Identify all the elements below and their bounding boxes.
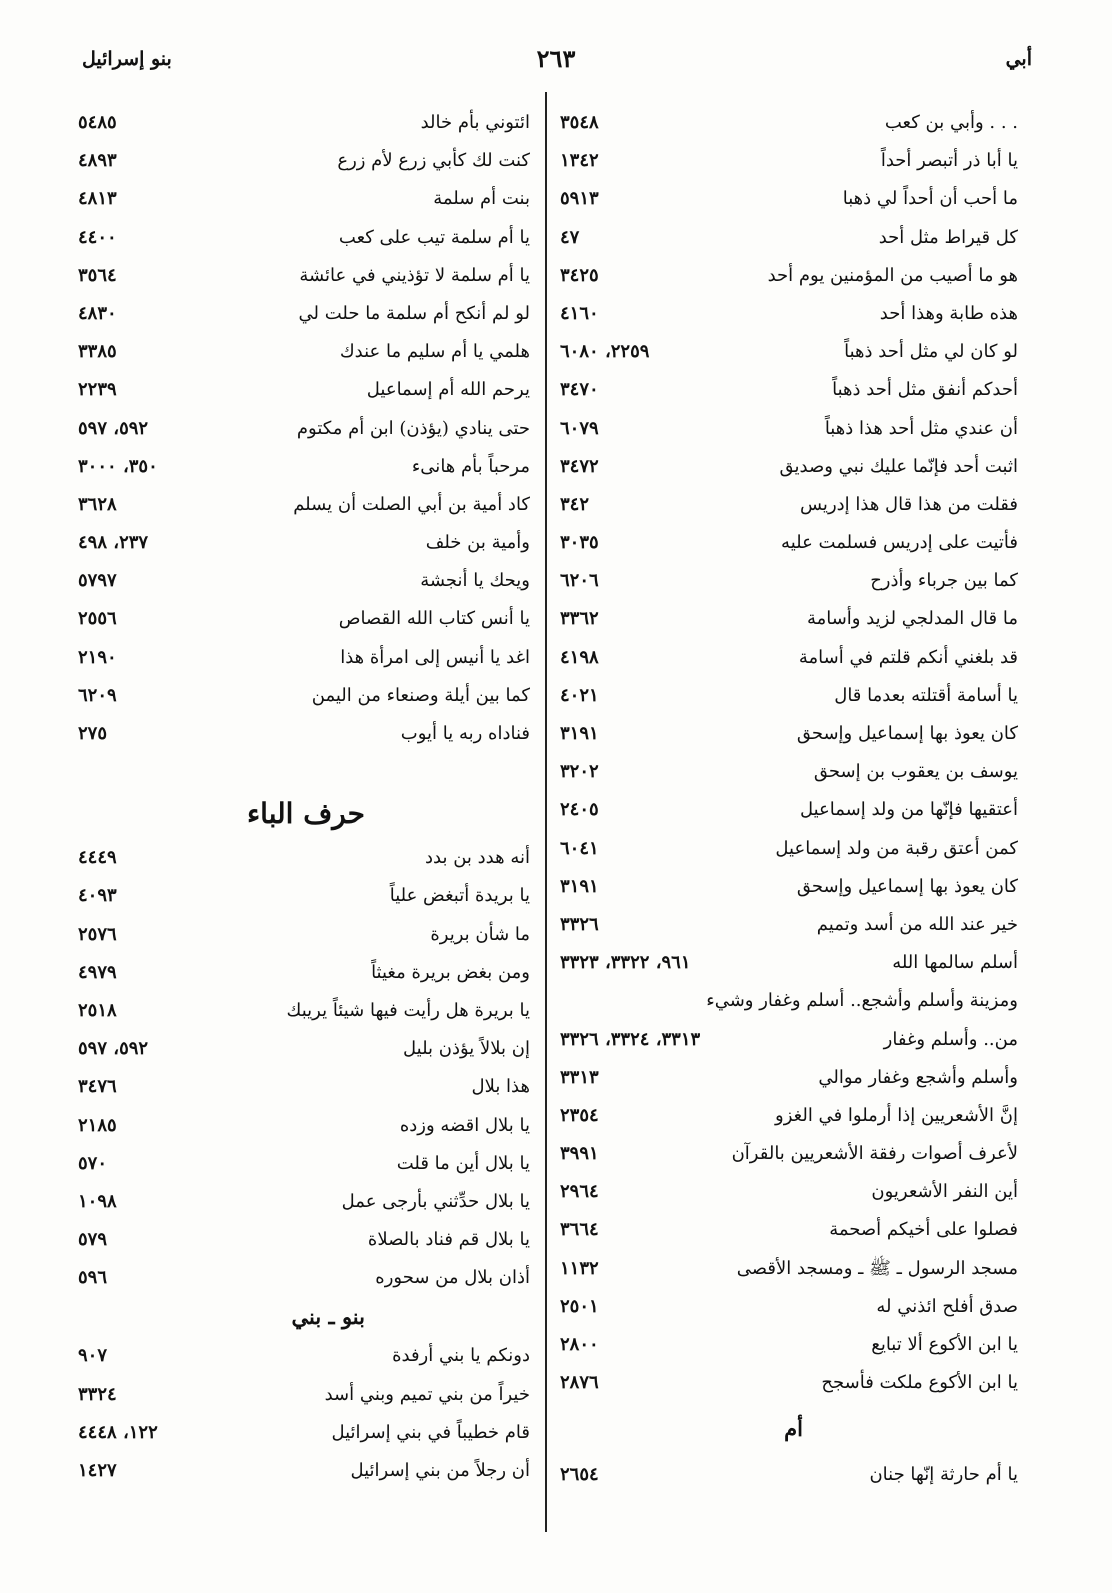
index-entry [78,1221,530,1259]
entry-text: يا أم سلمة لا تؤذيني في عائشة [299,264,530,286]
index-entry [78,448,530,486]
entry-text: أعتقيها فإنّها من ولد إسماعيل [799,799,1018,821]
entry-hadith-numbers: ٣٦٦٤ [560,1219,599,1241]
index-entry [560,753,1018,791]
entry-text: وأمية بن خلف [425,532,530,554]
entry-hadith-numbers: ٥٩٦ [78,1267,108,1289]
index-entry [78,1452,530,1490]
entry-text: أنه هدد بن بدد [425,847,530,869]
entry-hadith-numbers: ٣٤٢٥ [560,264,599,286]
entry-text: ما أحب أن أحداً لي ذهبا [842,188,1018,210]
index-entry [560,1135,1018,1173]
entry-text: كما بين أيلة وصنعاء من اليمن [311,684,530,706]
entry-hadith-numbers: ٤٨١٣ [78,188,117,210]
entry-hadith-numbers: ٤٨٩٣ [78,150,117,172]
index-entry [560,1059,1018,1097]
index-entry [560,142,1018,180]
index-entry [78,219,530,257]
entry-text: يا ابن الأكوع ملكت فأسجح [821,1372,1018,1394]
entry-text: لو كان لي مثل أحد ذهباً [844,341,1018,363]
entry-text: خيراً من بني تميم وبني أسد [324,1383,530,1405]
entry-hadith-numbers: ٣٣٢٤ [78,1383,117,1405]
entry-hadith-numbers: ٣٥٦٤ [78,264,117,286]
entry-text: ومزينة وأسلم وأشجع.. أسلم وغفار وشيء [706,990,1018,1012]
index-entry [560,1456,1018,1494]
entry-hadith-numbers: ٣٢٠٢ [560,761,599,783]
entry-hadith-numbers: ٣٤٧٢ [560,455,599,477]
entry-hadith-numbers: ١٣٤٢ [560,150,599,172]
entry-text: يوسف بن يعقوب بن إسحق [813,761,1018,783]
index-entry [78,524,530,562]
index-entry [78,142,530,180]
page-number: ٢٦٣ [536,44,576,73]
index-entry [560,1097,1018,1135]
entry-hadith-numbers: ٣٣١٣ [560,1066,599,1088]
entry-hadith-numbers: ٢٧٥ [78,723,108,744]
entry-hadith-numbers: ٩٦١، ٣٣٢٢، ٣٣٢٣ [560,952,691,974]
entry-text: يا بريدة أتبغض علياً [389,885,530,907]
entry-text: مسجد الرسول ـ ﷺ ـ ومسجد الأقصى [736,1257,1018,1279]
left-column [78,104,530,1490]
entry-text: كان يعوذ بها إسماعيل وإسحق [796,723,1018,744]
entry-text: يا أسامة أقتلته بعدما قال [834,684,1018,706]
index-entry [78,916,530,954]
entry-text: فناداه ربه يا أيوب [400,723,530,744]
entry-hadith-numbers: ١٢٢، ٤٤٤٨ [78,1421,158,1443]
index-entry [78,839,530,877]
right-column [560,104,1018,1495]
entry-text: هذه طابة وهذا أحد [879,302,1018,324]
entry-hadith-numbers: ٢٢٥٩، ٦٠٨٠ [560,341,650,363]
index-entry [78,1030,530,1068]
index-entry [78,371,530,409]
entry-hadith-numbers: ٤٤٤٩ [78,847,117,869]
index-entry [560,906,1018,944]
entry-hadith-numbers: ٣٤٢ [560,493,590,515]
entry-hadith-numbers: ٣٣٦٢ [560,608,599,630]
entry-text: كل قيراط مثل أحد [878,226,1018,248]
index-entry [78,639,530,677]
index-entry [560,677,1018,715]
entry-hadith-numbers: ١١٣٢ [560,1257,599,1279]
subheading-banu: بنو ـ بني [291,1304,365,1330]
entry-hadith-numbers: ٢٣٧، ٤٩٨ [78,532,149,554]
entry-hadith-numbers: ٣٠٣٥ [560,532,599,554]
entry-text: لأعرف أصوات رفقة الأشعريين بالقرآن [731,1143,1018,1165]
index-entry [78,1145,530,1183]
entry-text: مرحباً بأم هانىء [411,455,530,477]
index-entry [560,219,1018,257]
entry-hadith-numbers: ٣٣١٣، ٣٣٢٤، ٣٣٢٦ [560,1028,701,1050]
index-entry [560,562,1018,600]
entry-hadith-numbers: ٢٥١٨ [78,999,117,1021]
entry-hadith-numbers: ٥٩٢، ٥٩٧ [78,1038,149,1060]
entry-text: فأتيت على إدريس فسلمت عليه [781,532,1018,554]
header-right-keyword: أبي [1005,48,1032,70]
index-entry [78,104,530,142]
entry-hadith-numbers: ٦٢٠٦ [560,570,599,592]
entry-text: صدق أفلح ائذني له [876,1295,1018,1317]
entry-hadith-numbers: ٥٧٠ [78,1152,108,1174]
index-entry [78,1337,530,1375]
index-entry [560,1364,1018,1402]
entry-hadith-numbers: ٣٦٢٨ [78,493,117,515]
entry-hadith-numbers: ٣١٩١ [560,875,599,897]
entry-hadith-numbers: ٩٠٧ [78,1345,108,1367]
entry-hadith-numbers: ٤١٩٨ [560,646,599,668]
index-entry [78,486,530,524]
entry-hadith-numbers: ٤٧ [560,226,580,248]
index-entry [78,1183,530,1221]
entry-hadith-numbers: ٦٢٠٩ [78,684,117,706]
entry-text: اغد يا أنيس إلى امرأة هذا [340,646,530,668]
entry-text: فصلوا على أخيكم أصحمة [829,1219,1018,1241]
index-entry [78,295,530,333]
entry-text: ما قال المدلجي لزيد وأسامة [806,608,1018,630]
entry-text: يا أبا ذر أتبصر أحداً [880,150,1018,172]
entry-hadith-numbers: ٢٥٠١ [560,1295,599,1317]
entry-text: حتى ينادي (يؤذن) ابن أم مكتوم [296,417,530,439]
section-heading: حرف الباء [247,797,365,831]
index-entry [78,410,530,448]
index-entry [560,830,1018,868]
index-entry [560,486,1018,524]
entry-text: . . . وأبي بن كعب [884,112,1018,133]
entry-text: وأسلم وأشجع وغفار موالي [818,1066,1018,1088]
index-entry [560,639,1018,677]
entry-hadith-numbers: ٤٠٩٣ [78,885,117,907]
index-entry [560,257,1018,295]
entry-hadith-numbers: ٣٩٩١ [560,1143,599,1165]
entry-hadith-numbers: ٤١٦٠ [560,302,599,324]
index-entry [560,410,1018,448]
entry-text: دونكم يا بني أرفدة [392,1345,530,1367]
entry-text: فقلت من هذا قال هذا إدريس [799,493,1018,515]
entry-text: ويحك يا أنجشة [420,570,530,592]
entry-text: إنَّ الأشعريين إذا أرملوا في الغزو [775,1104,1018,1126]
entry-hadith-numbers: ٢٨٧٦ [560,1372,599,1394]
entry-text: يا ابن الأكوع ألا تبايع [871,1334,1018,1355]
entry-text: اثبت أحد فإنّما عليك نبي وصديق [779,455,1018,477]
entry-hadith-numbers: ٢١٨٥ [78,1114,117,1136]
index-entry [78,1107,530,1145]
entry-hadith-numbers: ٥٩٢، ٥٩٧ [78,417,149,439]
index-entry [78,1414,530,1452]
entry-text: ومن بغض بريرة مغيثاً [371,961,530,983]
entry-hadith-numbers: ٥٧٩٧ [78,570,117,592]
index-entry [78,333,530,371]
entry-hadith-numbers: ٥٩١٣ [560,188,599,210]
entry-hadith-numbers: ٣١٩١ [560,723,599,744]
entry-text: يا بريرة هل رأيت فيها شيئاً يريبك [286,999,530,1021]
entry-text: أن رجلاً من بني إسرائيل [350,1460,530,1481]
index-entry [560,1326,1018,1364]
index-entry [78,257,530,295]
index-entry [560,1021,1018,1059]
index-entry [560,180,1018,218]
index-entry [560,333,1018,371]
entry-hadith-numbers: ٢٩٦٤ [560,1181,599,1203]
entry-hadith-numbers: ٤٨٣٠ [78,302,117,324]
entry-text: يا بلال اقضه وزده [399,1114,530,1136]
entry-hadith-numbers: ٢٥٧٦ [78,923,117,945]
index-entry [560,524,1018,562]
entry-text: ما شأن بريرة [430,923,530,945]
spacer [78,753,530,789]
index-entry [560,104,1018,142]
entry-hadith-numbers: ٣٥٠، ٣٠٠٠ [78,455,158,477]
entry-text: ائتوني بأم خالد [420,112,530,133]
column-divider [545,92,547,1532]
index-entry [78,715,530,753]
entry-text: لو لم أنكح أم سلمة ما حلت لي [298,302,530,324]
header-left-keyword: بنو إسرائيل [82,48,172,70]
entry-text: كمن أعتق رقبة من ولد إسماعيل [775,837,1018,859]
entry-text: أين النفر الأشعريون [871,1181,1018,1203]
entry-text: هلمي يا أم سليم ما عندك [339,341,530,363]
entry-hadith-numbers: ٤٩٧٩ [78,961,117,983]
entry-hadith-numbers: ١٠٩٨ [78,1190,117,1212]
index-entry [560,448,1018,486]
index-entry [78,1068,530,1106]
entry-text: أسلم سالمها الله [892,952,1018,974]
entry-text: يا بلال قم فناد بالصلاة [367,1229,530,1251]
index-entry [78,1259,530,1297]
entry-text: أحدكم أنفق مثل أحد ذهباً [832,379,1018,401]
subheading-umm: أم [784,1416,803,1442]
entry-text: كما بين جرباء وأذرح [870,570,1018,592]
entry-text: يا أم حارثة إنّها جنان [869,1464,1018,1486]
entry-hadith-numbers: ٢٨٠٠ [560,1334,599,1355]
index-entry [560,791,1018,829]
index-entry [78,877,530,915]
entry-text: يا بلال حدِّثني بأرجى عمل [341,1190,530,1212]
entry-hadith-numbers: ٣٣٢٦ [560,913,599,935]
index-entry [78,600,530,638]
index-entry [560,295,1018,333]
entry-text: بنت أم سلمة [433,188,530,210]
index-entry [560,1288,1018,1326]
entry-hadith-numbers: ٦٠٤١ [560,837,599,859]
index-entry [560,600,1018,638]
entry-hadith-numbers: ٢٤٠٥ [560,799,599,821]
entry-text: كنت لك كأبي زرع لأم زرع [337,150,530,172]
entry-text: يا أم سلمة تيب على كعب [338,226,530,248]
entry-hadith-numbers: ٣٤٧٠ [560,379,599,401]
entry-hadith-numbers: ١٤٢٧ [78,1460,117,1481]
entry-text: خير عند الله من أسد وتميم [816,913,1018,935]
entry-hadith-numbers: ٤٠٢١ [560,684,599,706]
entry-text: إن بلالاً يؤذن بليل [403,1038,530,1060]
index-entry [78,180,530,218]
entry-hadith-numbers: ٥٧٩ [78,1229,108,1251]
entry-text: يا بلال أين ما قلت [396,1152,530,1174]
index-entry [560,982,1018,1020]
index-entry [78,992,530,1030]
index-entry [78,1376,530,1414]
entry-hadith-numbers: ٤٤٠٠ [78,226,117,248]
index-entry [78,677,530,715]
entry-hadith-numbers: ٣٤٧٦ [78,1076,117,1098]
index-entry [78,562,530,600]
index-entry [560,868,1018,906]
entry-text: هو ما أصيب من المؤمنين يوم أحد [767,264,1018,286]
index-entry [560,1250,1018,1288]
entry-text: يا أنس كتاب الله القصاص [338,608,530,630]
index-entry [560,1173,1018,1211]
entry-hadith-numbers: ٣٥٤٨ [560,112,599,133]
entry-text: أن عندي مثل أحد هذا ذهباً [824,417,1018,439]
entry-text: يرحم الله أم إسماعيل [366,379,530,401]
entry-text: قد بلغني أنكم قلتم في أسامة [798,646,1018,668]
entry-text: هذا بلال [471,1076,530,1098]
index-entry [560,371,1018,409]
index-entry [560,944,1018,982]
entry-hadith-numbers: ٢٦٥٤ [560,1464,599,1486]
entry-text: من.. وأسلم وغفار [883,1028,1018,1050]
entry-hadith-numbers: ٢١٩٠ [78,646,117,668]
index-entry [78,954,530,992]
entry-hadith-numbers: ٥٤٨٥ [78,112,117,133]
entry-hadith-numbers: ٢٥٥٦ [78,608,117,630]
entry-text: أذان بلال من سحوره [375,1267,530,1289]
entry-hadith-numbers: ٦٠٧٩ [560,417,599,439]
entry-hadith-numbers: ٢٢٣٩ [78,379,117,401]
index-entry [560,715,1018,753]
index-entry [560,1211,1018,1249]
entry-text: كاد أمية بن أبي الصلت أن يسلم [293,493,530,515]
entry-text: قام خطيباً في بني إسرائيل [331,1421,530,1443]
entry-hadith-numbers: ٣٣٨٥ [78,341,117,363]
entry-hadith-numbers: ٢٣٥٤ [560,1104,599,1126]
entry-text: كان يعوذ بها إسماعيل وإسحق [796,875,1018,897]
